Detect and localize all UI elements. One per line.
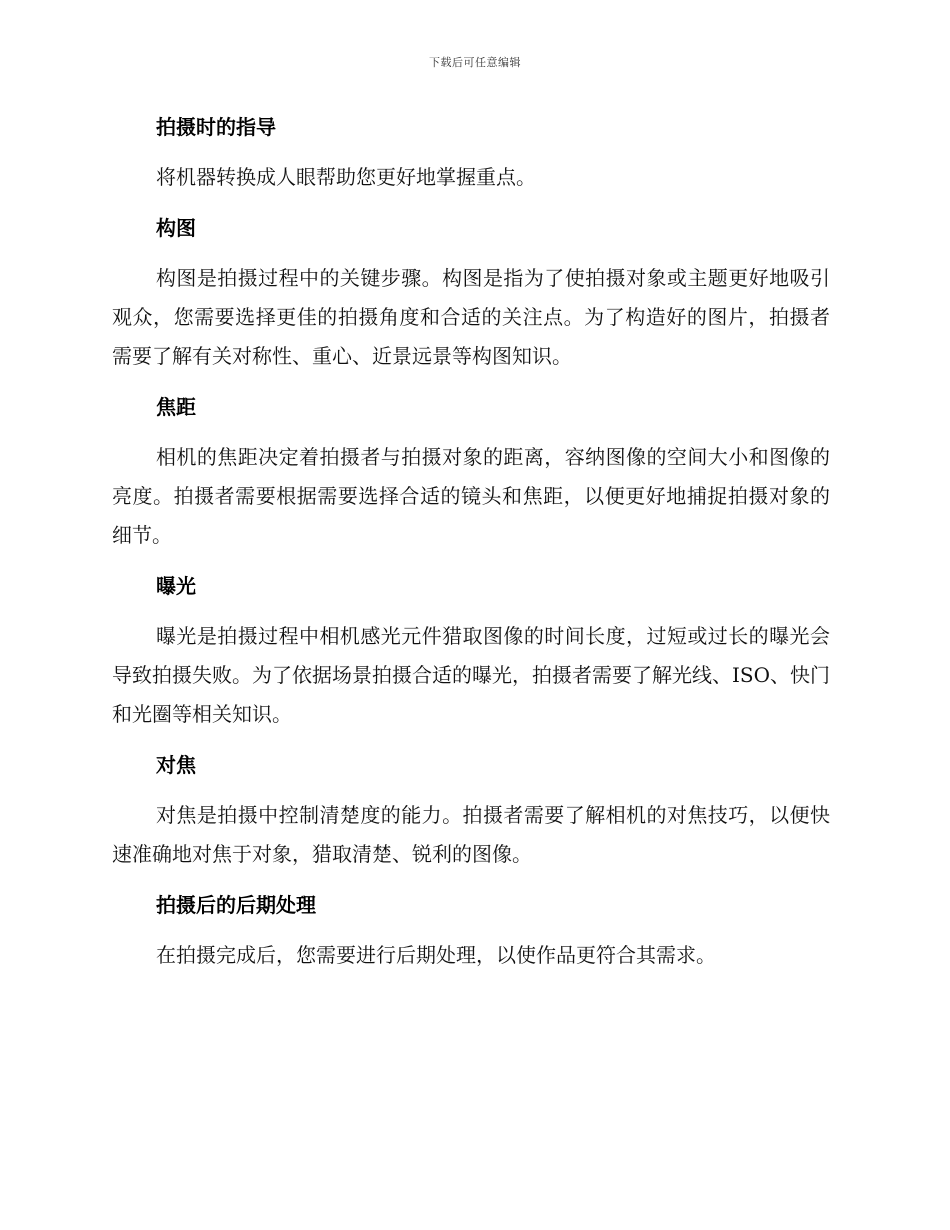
section-paragraph-post-processing: 在拍摄完成后，您需要进行后期处理，以使作品更符合其需求。 (156, 943, 716, 967)
section-heading-guidance: 拍摄时的指导 (156, 115, 276, 139)
section-paragraph-focal-length: 相机的焦距决定着拍摄者与拍摄对象的距离，容纳图像的空间大小和图像的亮度。拍摄者需要根据需要选择合适的镜头和焦距，以便更好地捕捉拍摄对象的细节。 (112, 445, 830, 547)
page-header: 下载后可任意编辑 (429, 56, 521, 69)
section-heading-focal-length: 焦距 (156, 395, 196, 419)
section-paragraph-guidance: 将机器转换成人眼帮助您更好地掌握重点。 (156, 165, 536, 189)
section-paragraph-focus: 对焦是拍摄中控制清楚度的能力。拍摄者需要了解相机的对焦技巧，以便快速准确地对焦于对象，猎取清楚、锐利的图像。 (112, 803, 830, 866)
document-body (112, 108, 830, 987)
section-heading-exposure: 曝光 (156, 574, 196, 598)
section-heading-focus: 对焦 (156, 753, 196, 777)
section-paragraph-composition: 构图是拍摄过程中的关键步骤。构图是指为了使拍摄对象或主题更好地吸引观众，您需要选择更佳的拍摄角度和合适的关注点。为了构造好的图片，拍摄者需要了解有关对称性、重心、近景远景等构图知识。 (112, 266, 830, 368)
section-heading-post-processing: 拍摄后的后期处理 (156, 893, 316, 917)
section-heading-composition: 构图 (156, 216, 196, 240)
section-paragraph-exposure: 曝光是拍摄过程中相机感光元件猎取图像的时间长度，过短或过长的曝光会导致拍摄失败。为了依据场景拍摄合适的曝光，拍摄者需要了解光线、ISO、快门和光圈等相关知识。 (112, 624, 830, 726)
